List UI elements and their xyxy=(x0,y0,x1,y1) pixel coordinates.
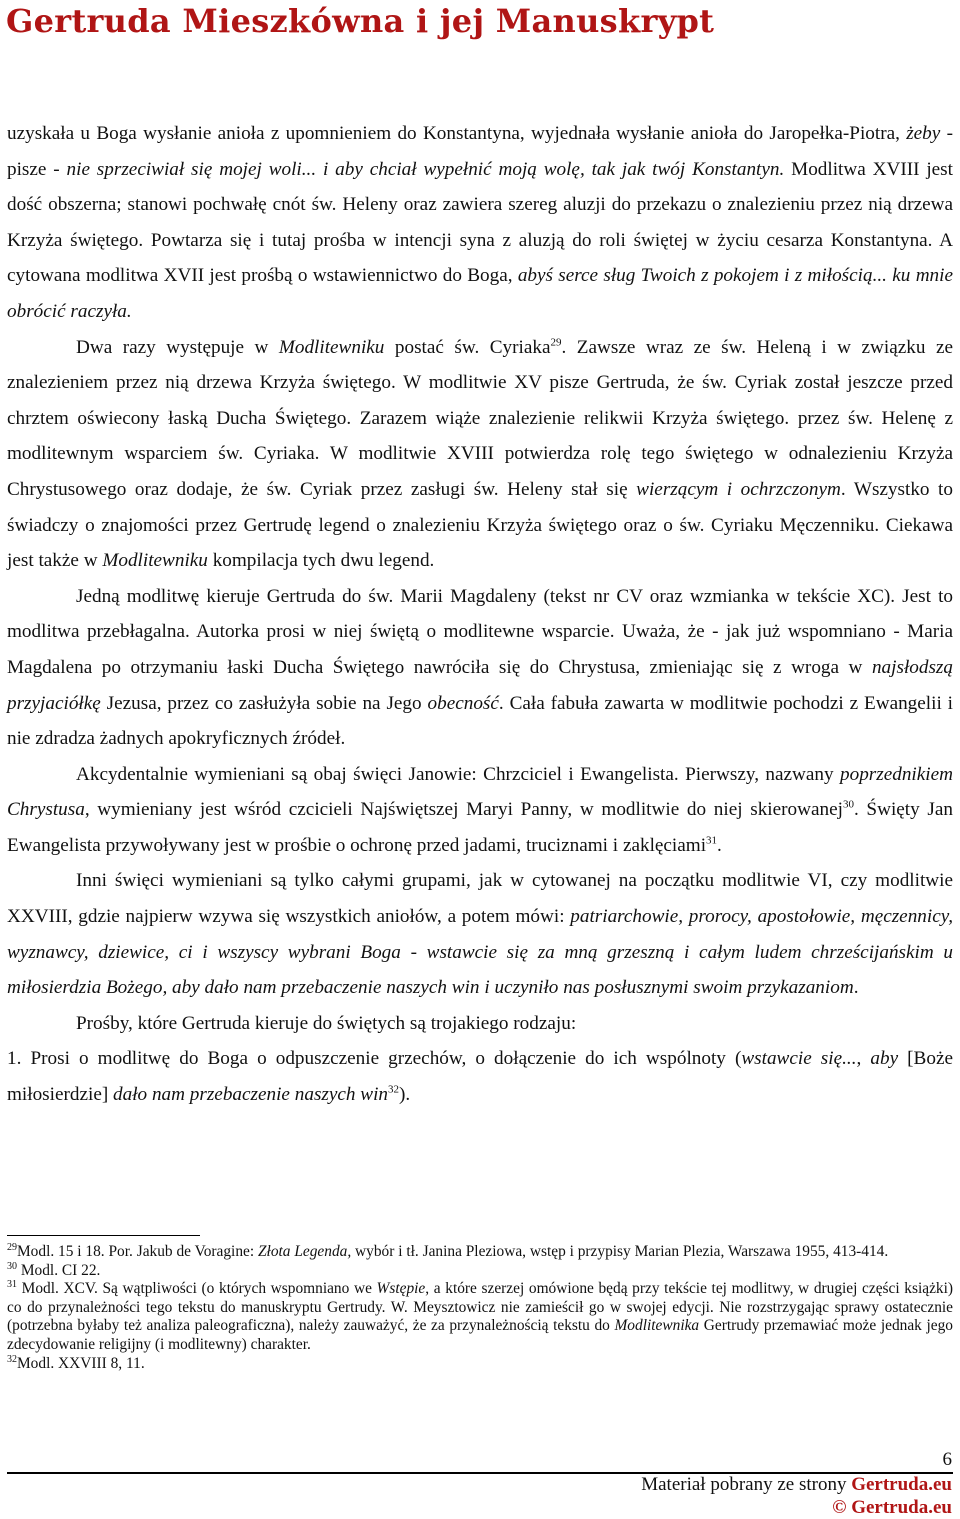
page-number: 6 xyxy=(942,1449,952,1470)
footnote-number: 31 xyxy=(7,1279,17,1291)
text-run: . Zawsze wraz ze św. Heleną i w związku ze znalezieniem przez nią drzewa Krzyża świętego. W modlitwie XV pisze Gertruda, że św. Cyriak został jeszcze przed chrztem oświecony łaską Ducha Świętego. Zarazem wiąże znalezienie relikwii Krzyża świętego. przez św. Helenę z modlitewnym wsparciem św. Cyriaka. W modlitwie XVIII potwierdza rolę tego świętego w odnalezieniu Krzyża Chrystusowego oraz dodaje, że św. Cyriak przez zasługi św. Heleny stał się xyxy=(7,336,953,500)
italic-title: Złota Legenda, xyxy=(257,1243,352,1260)
footer-source-link[interactable]: Gertruda.eu xyxy=(851,1474,952,1495)
text-run: - pisze - xyxy=(7,123,953,180)
text-run: . xyxy=(717,834,722,856)
text-run: Jezusa, przez co zasłużyła sobie na Jego xyxy=(100,692,428,714)
text-run: Modlitwa XVIII jest dość obszerna; stanowi pochwałę cnót św. Heleny oraz zawiera szereg aluzji do przekazu o znalezieniu przez nią drzewa Krzyża świętego. Powtarza się i tutaj prośba w intencji syna z aluzją do roli świętej w życiu cesarza Konstantyna. A cytowana modlitwa XVII jest prośbą o wstawiennictwo do Boga, xyxy=(7,158,953,287)
paragraph-3 xyxy=(7,579,953,757)
text-run: Dwa razy występuje w xyxy=(76,336,279,358)
footnote-32 xyxy=(7,1355,953,1374)
italic-quote: najsłodszą przyjaciółkę xyxy=(7,656,953,714)
text-run: postać św. Cyriaka xyxy=(384,336,551,358)
italic-quote: aby xyxy=(870,1048,899,1070)
footer-source-text: Materiał pobrany ze strony xyxy=(641,1474,852,1495)
body-text xyxy=(7,116,953,1113)
italic-title: Modlitewniku xyxy=(278,336,385,358)
paragraph-4 xyxy=(7,757,953,864)
paragraph-2 xyxy=(7,330,953,579)
italic-quote: poprzednikiem Chrystusa xyxy=(7,763,953,821)
text-run: Modl. 15 i 18. Por. Jakub de Voragine: xyxy=(17,1243,258,1260)
text-run: . xyxy=(853,977,859,999)
footnote-number: 32 xyxy=(7,1353,17,1365)
text-run: wybór i tł. Janina Pleziowa, wstęp i przypisy Marian Plezia, Warszawa 1955, 413-414. xyxy=(351,1243,889,1260)
paragraph-5 xyxy=(7,863,953,1005)
text-run: 1. Prosi o modlitwę do Boga o odpuszczenie grzechów, o dołączenie do ich wspólnoty ( xyxy=(7,1048,742,1070)
footnote-ref-30[interactable]: 30 xyxy=(842,798,854,811)
italic-quote: nie sprzeciwiał się mojej woli... i aby chciał wypełnić moją wolę, tak jak twój Konstantyn. xyxy=(66,158,785,180)
text-run: Modl. CI 22. xyxy=(17,1261,101,1279)
text-run: , wymieniany jest wśród czcicieli Najświętszej Maryi Panny, w modlitwie do niej skierowanej xyxy=(84,799,843,821)
text-run: . Wszystko to świadczy o znajomości przez Gertrudę legend o znalezieniu Krzyża świętego oraz o św. Cyriaku Męczenniku. Ciekawa jest także w xyxy=(7,478,953,572)
italic-quote: patriarchowie, prorocy, apostołowie, męczennicy, wyznawcy, dziewice, ci i wszyscy wybrani Boga - wstawcie się za mną grzeszną i całym ludem chrześcijańskim u miłosierdzia Bożego, aby dało nam przebaczenie naszych win i uczyniło nas posłusznymi swoim przykazaniom xyxy=(7,906,953,999)
italic-quote: abyś serce sług Twoich z pokojem i z miłością... ku mnie obrócić raczyła. xyxy=(7,265,953,322)
page-title: Gertruda Mieszkówna i jej Manuskrypt xyxy=(6,2,715,40)
italic-quote: obecność xyxy=(427,692,499,714)
text-run: Akcydentalnie wymieniani są obaj święci Janowie: Chrzciciel i Ewangelista. Pierwszy, nazwany xyxy=(76,763,841,785)
paragraph-6: Prośby, które Gertruda kieruje do świętych są trojakiego rodzaju: xyxy=(76,1012,577,1034)
footnote-31 xyxy=(7,1280,953,1354)
footnote-ref-29[interactable]: 29 xyxy=(550,336,562,349)
text-run: . Cała fabuła zawarta w modlitwie pochodzi z Ewangelii i nie zdradza żadnych apokryficznych źródeł. xyxy=(7,692,953,750)
italic-quote: dało nam przebaczenie naszych win xyxy=(113,1084,389,1106)
footnotes xyxy=(7,1243,953,1373)
text-run: uzyskała u Boga wysłanie anioła z upomnieniem do Konstantyna, wyjednała wysłanie anioła do Jaropełka-Piotra, xyxy=(7,123,907,144)
text-run: Modl. XCV. Są wątpliwości (o których wspomniano we xyxy=(17,1280,377,1298)
text-run: Inni święci wymieniani są tylko całymi grupami, jak w cytowanej na początku modlitwie VI, czy modlitwie XXVIII, gdzie najpierw wzywa się wszystkich aniołów, a potem mówi: xyxy=(7,870,953,928)
footnote-30 xyxy=(7,1262,953,1281)
footnote-29 xyxy=(7,1243,953,1262)
text-run: Jedną modlitwę kieruje Gertruda do św. Marii Magdaleny (tekst nr CV oraz wzmianka w tekście XC). Jest to modlitwa przebłagalna. Autorka prosi w niej świętą o modlitewne wsparcie. Uważa, że - jak już wspomniano - Maria Magdalena po otrzymaniu łaski Ducha Świętego nawróciła się do Chrystusa, zmieniając się z wroga w xyxy=(7,585,953,678)
text-run: Modl. XXVIII 8, 11. xyxy=(17,1354,145,1372)
text-run: kompilacja tych dwu legend. xyxy=(207,550,435,572)
footer-copyright: © Gertruda.eu xyxy=(832,1497,952,1518)
italic-title: Modlitewniku xyxy=(102,550,208,572)
footnote-separator xyxy=(7,1235,200,1236)
text-run: , a które szerzej omówione będą przy tekście tej modlitwy, w drugiej części książki) co do przynależności tego tekstu do manuskryptu Gertrudy. W. Meysztowicz nie zamieścił go w swojej edycji. Nie rozstrzygając sprawy ostatecznie (potrzebna byłaby też analiza paleograficzna), należy zauważyć, że za przynależnością tekstu do xyxy=(7,1280,954,1335)
text-run: Gertrudy przemawiać może jednak jego zdecydowanie religijny (i modlitewny) charakter. xyxy=(7,1317,953,1353)
footnote-ref-31[interactable]: 31 xyxy=(706,834,718,847)
italic-quote: wstawcie się... xyxy=(741,1048,857,1070)
text-run: [Boże miłosierdzie] xyxy=(7,1048,953,1106)
text-run: ). xyxy=(399,1084,411,1106)
italic-quote: wierzącym i ochrzczonym xyxy=(636,478,841,500)
footnote-ref-32[interactable]: 32 xyxy=(388,1083,400,1096)
text-run: . Święty Jan Ewangelista przywoływany jest w prośbie o ochronę przed jadami, truciznami i zaklęciami xyxy=(7,799,953,856)
paragraph-1 xyxy=(7,116,953,330)
italic-text: żeby xyxy=(906,123,941,144)
italic-title: Modlitewnika xyxy=(614,1317,700,1335)
paragraph-7 xyxy=(7,1041,953,1112)
footer-source xyxy=(641,1474,952,1496)
italic-title: Wstępie xyxy=(376,1280,426,1298)
text-run: , xyxy=(856,1048,871,1070)
footnote-number: 29 xyxy=(7,1241,17,1253)
footnote-number: 30 xyxy=(7,1260,17,1272)
